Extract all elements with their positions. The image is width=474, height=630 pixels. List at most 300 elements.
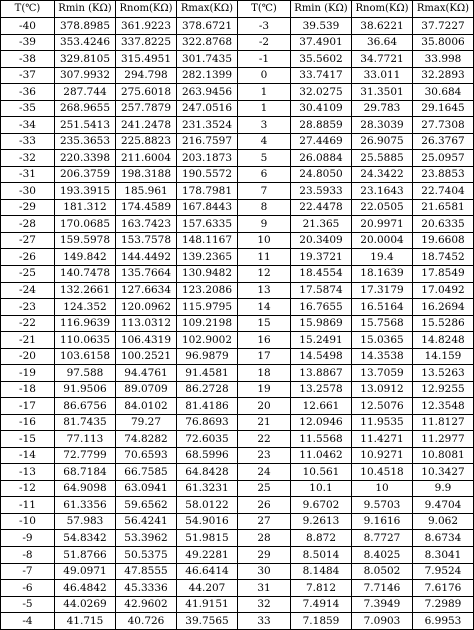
rmax-cell: 49.2281 <box>177 547 238 564</box>
temperature-cell: -39 <box>1 34 55 51</box>
rmin-cell-2: 7.4914 <box>291 596 352 613</box>
temperature-cell: -20 <box>1 348 55 365</box>
rmin-cell-2: 9.6702 <box>291 497 352 514</box>
rnom-cell-2: 7.3949 <box>352 596 413 613</box>
rnom-cell: 79.27 <box>116 414 177 431</box>
table-header-row <box>1 1 474 18</box>
rnom-cell-2: 15.7568 <box>352 315 413 332</box>
rnom-cell: 84.0102 <box>116 398 177 415</box>
temperature-cell-2: 23 <box>238 447 291 464</box>
rnom-cell-2: 33.011 <box>352 67 413 84</box>
rmax-cell-2: 35.8006 <box>413 34 474 51</box>
rmax-cell: 203.1873 <box>177 150 238 167</box>
temperature-cell: -25 <box>1 265 55 282</box>
rmin-cell-2: 10.1 <box>291 480 352 497</box>
table-row <box>1 563 474 580</box>
rmax-cell: 148.1167 <box>177 232 238 249</box>
rmin-cell: 235.3653 <box>55 133 116 150</box>
rmin-cell-2: 8.5014 <box>291 547 352 564</box>
rmin-cell-2: 20.3409 <box>291 232 352 249</box>
table-row <box>1 431 474 448</box>
rmax-cell: 263.9456 <box>177 84 238 101</box>
rnom-cell-2: 19.4 <box>352 249 413 266</box>
temperature-cell-2: 9 <box>238 216 291 233</box>
temperature-cell: -22 <box>1 315 55 332</box>
rnom-cell: 225.8823 <box>116 133 177 150</box>
rmax-cell-2: 33.998 <box>413 51 474 68</box>
rmax-cell: 64.8428 <box>177 464 238 481</box>
rnom-cell-2: 15.0365 <box>352 332 413 349</box>
temperature-cell: -33 <box>1 133 55 150</box>
rmax-cell: 378.6721 <box>177 18 238 35</box>
table-row <box>1 117 474 134</box>
rmin-cell: 91.9506 <box>55 381 116 398</box>
rmin-cell-2: 9.2613 <box>291 513 352 530</box>
rmin-cell: 287.744 <box>55 84 116 101</box>
rnom-cell: 45.3336 <box>116 580 177 597</box>
rmax-cell-2: 29.1645 <box>413 100 474 117</box>
rmin-cell: 103.6158 <box>55 348 116 365</box>
rmin-cell: 181.312 <box>55 199 116 216</box>
rnom-cell-2: 10.4518 <box>352 464 413 481</box>
temperature-cell-2: 25 <box>238 480 291 497</box>
rnom-cell: 144.4492 <box>116 249 177 266</box>
temperature-cell-2: 31 <box>238 580 291 597</box>
rmax-cell-2: 10.8081 <box>413 447 474 464</box>
rmax-cell-2: 26.3767 <box>413 133 474 150</box>
rmin-cell-2: 37.4901 <box>291 34 352 51</box>
rmin-cell-2: 19.3721 <box>291 249 352 266</box>
rmin-cell: 206.3759 <box>55 166 116 183</box>
rmax-cell: 91.4581 <box>177 365 238 382</box>
rnom-cell: 185.961 <box>116 183 177 200</box>
rmax-cell-2: 19.6608 <box>413 232 474 249</box>
rmax-cell: 86.2728 <box>177 381 238 398</box>
header-rnom: Rnom(KΩ) <box>116 1 177 18</box>
rmax-cell-2: 23.8853 <box>413 166 474 183</box>
rmin-cell-2: 11.0462 <box>291 447 352 464</box>
rmax-cell-2: 25.0957 <box>413 150 474 167</box>
rnom-cell: 106.4319 <box>116 332 177 349</box>
header-rmin: Rmin (KΩ) <box>55 1 116 18</box>
temperature-cell: -32 <box>1 150 55 167</box>
rmin-cell: 97.588 <box>55 365 116 382</box>
temperature-cell-2: 29 <box>238 547 291 564</box>
rnom-cell-2: 29.783 <box>352 100 413 117</box>
temperature-cell: -4 <box>1 613 55 630</box>
rmin-cell: 68.7184 <box>55 464 116 481</box>
rmax-cell: 282.1399 <box>177 67 238 84</box>
rmax-cell: 96.9879 <box>177 348 238 365</box>
rnom-cell-2: 10 <box>352 480 413 497</box>
table-row <box>1 398 474 415</box>
rmax-cell-2: 11.2977 <box>413 431 474 448</box>
rmax-cell: 81.4186 <box>177 398 238 415</box>
rmax-cell: 54.9016 <box>177 513 238 530</box>
rnom-cell: 198.3188 <box>116 166 177 183</box>
rmin-cell-2: 13.2578 <box>291 381 352 398</box>
rmin-cell-2: 16.7655 <box>291 299 352 316</box>
rmin-cell-2: 22.4478 <box>291 199 352 216</box>
rmin-cell-2: 27.4469 <box>291 133 352 150</box>
rnom-cell: 337.8225 <box>116 34 177 51</box>
rmax-cell: 46.6414 <box>177 563 238 580</box>
temperature-cell-2: 5 <box>238 150 291 167</box>
rmin-cell-2: 18.4554 <box>291 265 352 282</box>
rmax-cell: 39.7565 <box>177 613 238 630</box>
rnom-cell-2: 20.0004 <box>352 232 413 249</box>
temperature-cell: -37 <box>1 67 55 84</box>
rmax-cell-2: 21.6581 <box>413 199 474 216</box>
rnom-cell: 70.6593 <box>116 447 177 464</box>
rmax-cell: 139.2365 <box>177 249 238 266</box>
rmin-cell-2: 15.9869 <box>291 315 352 332</box>
rmin-cell: 220.3398 <box>55 150 116 167</box>
rmin-cell: 41.715 <box>55 613 116 630</box>
rmin-cell-2: 17.5874 <box>291 282 352 299</box>
rnom-cell: 135.7664 <box>116 265 177 282</box>
temperature-cell-2: 12 <box>238 265 291 282</box>
table-row <box>1 315 474 332</box>
rnom-cell: 127.6634 <box>116 282 177 299</box>
rmax-cell-2: 14.159 <box>413 348 474 365</box>
rmin-cell: 86.6756 <box>55 398 116 415</box>
rmax-cell: 61.3231 <box>177 480 238 497</box>
temperature-cell-2: 16 <box>238 332 291 349</box>
rmax-cell-2: 20.6335 <box>413 216 474 233</box>
rmax-cell-2: 17.0492 <box>413 282 474 299</box>
rmax-cell: 68.5996 <box>177 447 238 464</box>
rmin-cell: 81.7435 <box>55 414 116 431</box>
table-row <box>1 51 474 68</box>
rmin-cell-2: 8.1484 <box>291 563 352 580</box>
rmax-cell-2: 13.5263 <box>413 365 474 382</box>
table-row <box>1 232 474 249</box>
rnom-cell-2: 23.1643 <box>352 183 413 200</box>
rnom-cell-2: 11.9535 <box>352 414 413 431</box>
table-row <box>1 34 474 51</box>
table-row <box>1 348 474 365</box>
table-row <box>1 547 474 564</box>
rnom-cell-2: 17.3179 <box>352 282 413 299</box>
rmax-cell-2: 7.2989 <box>413 596 474 613</box>
rmin-cell: 140.7478 <box>55 265 116 282</box>
rmax-cell-2: 12.9255 <box>413 381 474 398</box>
temperature-cell-2: 22 <box>238 431 291 448</box>
table-row <box>1 596 474 613</box>
rmax-cell-2: 18.7452 <box>413 249 474 266</box>
header-rnom-2: Rnom(KΩ) <box>352 1 413 18</box>
temperature-cell: -31 <box>1 166 55 183</box>
rnom-cell-2: 22.0505 <box>352 199 413 216</box>
temperature-cell: -35 <box>1 100 55 117</box>
table-row <box>1 530 474 547</box>
rmin-cell: 61.3356 <box>55 497 116 514</box>
rmin-cell: 110.0635 <box>55 332 116 349</box>
rmin-cell-2: 32.0275 <box>291 84 352 101</box>
temperature-cell-2: 20 <box>238 398 291 415</box>
table-row <box>1 150 474 167</box>
temperature-cell-2: -2 <box>238 34 291 51</box>
table-row <box>1 464 474 481</box>
rmin-cell: 251.5413 <box>55 117 116 134</box>
rmin-cell-2: 39.539 <box>291 18 352 35</box>
rmax-cell-2: 17.8549 <box>413 265 474 282</box>
rmax-cell: 109.2198 <box>177 315 238 332</box>
rmax-cell: 130.9482 <box>177 265 238 282</box>
rmax-cell: 247.0516 <box>177 100 238 117</box>
rnom-cell-2: 36.64 <box>352 34 413 51</box>
header-temperature-2: T(℃) <box>238 1 291 18</box>
temperature-cell-2: 21 <box>238 414 291 431</box>
temperature-cell: -16 <box>1 414 55 431</box>
temperature-cell: -27 <box>1 232 55 249</box>
rnom-cell: 153.7578 <box>116 232 177 249</box>
rmax-cell: 51.9815 <box>177 530 238 547</box>
rmin-cell-2: 8.872 <box>291 530 352 547</box>
rmin-cell-2: 24.8050 <box>291 166 352 183</box>
rmin-cell: 46.4842 <box>55 580 116 597</box>
table-row <box>1 497 474 514</box>
rmin-cell: 159.5978 <box>55 232 116 249</box>
table-row <box>1 480 474 497</box>
table-row <box>1 216 474 233</box>
temperature-cell: -26 <box>1 249 55 266</box>
rmin-cell: 77.113 <box>55 431 116 448</box>
header-rmax: Rmax(KΩ) <box>177 1 238 18</box>
rmax-cell-2: 8.6734 <box>413 530 474 547</box>
rnom-cell-2: 13.7059 <box>352 365 413 382</box>
rmax-cell: 167.8443 <box>177 199 238 216</box>
rmin-cell-2: 11.5568 <box>291 431 352 448</box>
temperature-cell: -12 <box>1 480 55 497</box>
temperature-cell-2: 28 <box>238 530 291 547</box>
rmin-cell-2: 12.661 <box>291 398 352 415</box>
temperature-cell-2: 30 <box>238 563 291 580</box>
rnom-cell: 120.0962 <box>116 299 177 316</box>
temperature-cell-2: 1 <box>238 100 291 117</box>
temperature-cell: -7 <box>1 563 55 580</box>
rnom-cell-2: 7.7146 <box>352 580 413 597</box>
rnom-cell-2: 10.9271 <box>352 447 413 464</box>
rnom-cell-2: 18.1639 <box>352 265 413 282</box>
rnom-cell-2: 8.0502 <box>352 563 413 580</box>
table-row <box>1 100 474 117</box>
rmin-cell-2: 35.5602 <box>291 51 352 68</box>
rmin-cell: 329.8105 <box>55 51 116 68</box>
temperature-cell: -9 <box>1 530 55 547</box>
rmin-cell-2: 15.2491 <box>291 332 352 349</box>
temperature-cell-2: 33 <box>238 613 291 630</box>
temperature-cell: -30 <box>1 183 55 200</box>
table-row <box>1 18 474 35</box>
rmax-cell: 41.9151 <box>177 596 238 613</box>
rmax-cell-2: 9.9 <box>413 480 474 497</box>
rnom-cell: 56.4241 <box>116 513 177 530</box>
temperature-cell: -17 <box>1 398 55 415</box>
rmin-cell: 353.4246 <box>55 34 116 51</box>
rmin-cell-2: 14.5498 <box>291 348 352 365</box>
rmax-cell: 44.207 <box>177 580 238 597</box>
temperature-cell-2: -1 <box>238 51 291 68</box>
header-rmax-2: Rmax(KΩ) <box>413 1 474 18</box>
temperature-cell-2: 11 <box>238 249 291 266</box>
rmax-cell-2: 6.9953 <box>413 613 474 630</box>
rmax-cell-2: 30.684 <box>413 84 474 101</box>
rnom-cell-2: 25.5885 <box>352 150 413 167</box>
rmax-cell-2: 10.3427 <box>413 464 474 481</box>
table-row <box>1 365 474 382</box>
rmax-cell: 190.5572 <box>177 166 238 183</box>
rnom-cell-2: 13.0912 <box>352 381 413 398</box>
rmax-cell: 115.9795 <box>177 299 238 316</box>
rmax-cell-2: 37.7227 <box>413 18 474 35</box>
rnom-cell: 50.5375 <box>116 547 177 564</box>
rmin-cell: 44.0269 <box>55 596 116 613</box>
rnom-cell-2: 12.5076 <box>352 398 413 415</box>
temperature-cell-2: 13 <box>238 282 291 299</box>
rmax-cell-2: 7.9524 <box>413 563 474 580</box>
rnom-cell: 66.7585 <box>116 464 177 481</box>
rmin-cell: 378.8985 <box>55 18 116 35</box>
table-row <box>1 249 474 266</box>
rmax-cell-2: 7.6176 <box>413 580 474 597</box>
rnom-cell-2: 9.1616 <box>352 513 413 530</box>
temperature-cell: -15 <box>1 431 55 448</box>
rmax-cell: 231.3524 <box>177 117 238 134</box>
temperature-cell: -34 <box>1 117 55 134</box>
table-row <box>1 166 474 183</box>
temperature-cell: -8 <box>1 547 55 564</box>
rnom-cell: 257.7879 <box>116 100 177 117</box>
rmax-cell-2: 14.8248 <box>413 332 474 349</box>
rmax-cell-2: 11.8127 <box>413 414 474 431</box>
rnom-cell-2: 7.0903 <box>352 613 413 630</box>
rnom-cell: 241.2478 <box>116 117 177 134</box>
temperature-cell: -10 <box>1 513 55 530</box>
rmin-cell: 116.9639 <box>55 315 116 332</box>
temperature-cell: -6 <box>1 580 55 597</box>
table-row <box>1 613 474 630</box>
rnom-cell-2: 26.9075 <box>352 133 413 150</box>
temperature-cell-2: 18 <box>238 365 291 382</box>
rnom-cell-2: 28.3039 <box>352 117 413 134</box>
rnom-cell: 174.4589 <box>116 199 177 216</box>
temperature-cell: -40 <box>1 18 55 35</box>
rmax-cell-2: 9.062 <box>413 513 474 530</box>
rnom-cell: 53.3962 <box>116 530 177 547</box>
temperature-cell: -19 <box>1 365 55 382</box>
temperature-cell: -14 <box>1 447 55 464</box>
rmax-cell-2: 27.7308 <box>413 117 474 134</box>
temperature-cell-2: 1 <box>238 84 291 101</box>
rmin-cell: 64.9098 <box>55 480 116 497</box>
rmin-cell-2: 28.8859 <box>291 117 352 134</box>
temperature-cell: -36 <box>1 84 55 101</box>
rnom-cell-2: 8.4025 <box>352 547 413 564</box>
rmin-cell: 54.8342 <box>55 530 116 547</box>
rnom-cell: 59.6562 <box>116 497 177 514</box>
temperature-cell-2: 27 <box>238 513 291 530</box>
rnom-cell: 113.0312 <box>116 315 177 332</box>
rnom-cell-2: 14.3538 <box>352 348 413 365</box>
rmin-cell: 57.983 <box>55 513 116 530</box>
temperature-cell: -5 <box>1 596 55 613</box>
rmax-cell: 72.6035 <box>177 431 238 448</box>
table-row <box>1 580 474 597</box>
table-body <box>1 18 474 630</box>
rmin-cell-2: 21.365 <box>291 216 352 233</box>
temperature-cell: -18 <box>1 381 55 398</box>
rmin-cell-2: 30.4109 <box>291 100 352 117</box>
rnom-cell-2: 9.5703 <box>352 497 413 514</box>
temperature-cell-2: 26 <box>238 497 291 514</box>
rmin-cell: 307.9932 <box>55 67 116 84</box>
temperature-cell: -13 <box>1 464 55 481</box>
rmax-cell-2: 16.2694 <box>413 299 474 316</box>
rmin-cell: 268.9655 <box>55 100 116 117</box>
rmax-cell: 216.7597 <box>177 133 238 150</box>
table-row <box>1 265 474 282</box>
temperature-cell: -38 <box>1 51 55 68</box>
rmax-cell-2: 8.3041 <box>413 547 474 564</box>
rnom-cell-2: 8.7727 <box>352 530 413 547</box>
rnom-cell-2: 34.7721 <box>352 51 413 68</box>
table-row <box>1 447 474 464</box>
temperature-cell: -29 <box>1 199 55 216</box>
rmax-cell-2: 32.2893 <box>413 67 474 84</box>
rmax-cell-2: 9.4704 <box>413 497 474 514</box>
rnom-cell: 40.726 <box>116 613 177 630</box>
rnom-cell: 294.798 <box>116 67 177 84</box>
header-temperature: T(℃) <box>1 1 55 18</box>
rnom-cell-2: 38.6221 <box>352 18 413 35</box>
rmax-cell-2: 15.5286 <box>413 315 474 332</box>
temperature-cell-2: 14 <box>238 299 291 316</box>
table-row <box>1 414 474 431</box>
rmax-cell: 301.7435 <box>177 51 238 68</box>
rmax-cell: 102.9002 <box>177 332 238 349</box>
rnom-cell-2: 11.4271 <box>352 431 413 448</box>
temperature-cell-2: 0 <box>238 67 291 84</box>
temperature-cell-2: 6 <box>238 166 291 183</box>
rnom-cell: 63.0941 <box>116 480 177 497</box>
rmin-cell-2: 12.0946 <box>291 414 352 431</box>
rnom-cell: 42.9602 <box>116 596 177 613</box>
rmin-cell: 49.0971 <box>55 563 116 580</box>
table-row <box>1 332 474 349</box>
rnom-cell: 163.7423 <box>116 216 177 233</box>
rnom-cell: 211.6004 <box>116 150 177 167</box>
temperature-cell: -11 <box>1 497 55 514</box>
rmin-cell-2: 7.812 <box>291 580 352 597</box>
rnom-cell: 74.8282 <box>116 431 177 448</box>
temperature-cell-2: 17 <box>238 348 291 365</box>
temperature-cell-2: 4 <box>238 133 291 150</box>
rnom-cell-2: 16.5164 <box>352 299 413 316</box>
rmax-cell: 322.8768 <box>177 34 238 51</box>
rmin-cell: 149.842 <box>55 249 116 266</box>
rmax-cell: 123.2086 <box>177 282 238 299</box>
temperature-cell: -28 <box>1 216 55 233</box>
rmin-cell: 170.0685 <box>55 216 116 233</box>
table-row <box>1 133 474 150</box>
table-row <box>1 199 474 216</box>
temperature-cell-2: 3 <box>238 117 291 134</box>
rmin-cell: 193.3915 <box>55 183 116 200</box>
rnom-cell-2: 31.3501 <box>352 84 413 101</box>
table-row <box>1 67 474 84</box>
